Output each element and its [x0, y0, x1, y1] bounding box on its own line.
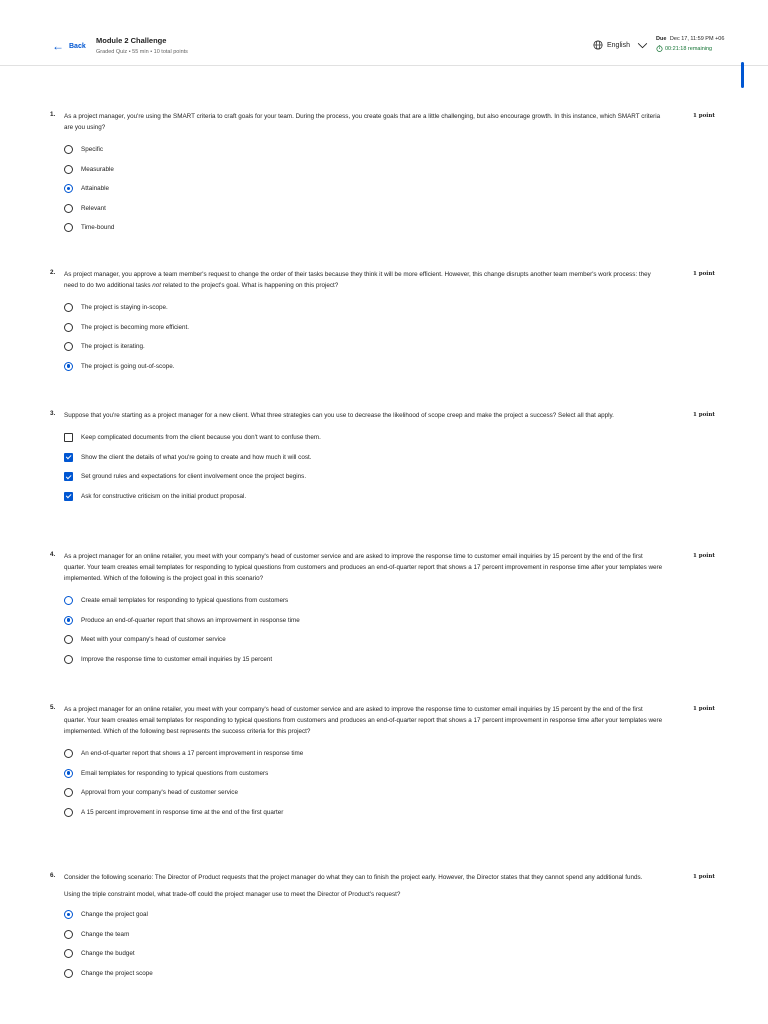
points-badge: 1 point [693, 271, 715, 277]
question-text-part: related to the project's goal. What is happening on this project? [160, 282, 339, 289]
option-label: Set ground rules and expectations for client involvement once the project begins. [81, 473, 307, 481]
answer-option[interactable] [64, 630, 720, 650]
timer-icon [656, 45, 663, 52]
quiz-title-block [96, 36, 188, 55]
answer-options [64, 905, 720, 983]
radio-button[interactable] [64, 930, 73, 939]
radio-button-selected[interactable] [64, 616, 73, 625]
answer-options [64, 428, 720, 506]
language-selector[interactable] [593, 40, 648, 50]
scroll-indicator[interactable] [741, 62, 744, 88]
question-number: 4. [50, 551, 56, 558]
radio-button[interactable] [64, 655, 73, 664]
answer-option[interactable] [64, 744, 720, 764]
question-text-emphasis: not [152, 282, 161, 289]
points-badge: 1 point [693, 412, 715, 418]
option-label: Email templates for responding to typical questions from customers [81, 769, 269, 777]
due-date-line [656, 36, 724, 42]
points-badge: 1 point [693, 706, 715, 712]
question-text: As a project manager for an online retailer, you meet with your company's head of customer service and are asked to improve the response time to customer email inquiries by 15 percent by the end of the first quarter. Your team creates email templates for responding to typical questions from customers and produces an end-of-quarter report that shows a 17 percent improvement in response time after your templates were implemented. Which of the following best represents the success criteria for this project? [64, 706, 663, 735]
option-label: The project is becoming more efficient. [81, 323, 190, 331]
time-remaining [656, 45, 724, 52]
answer-option[interactable] [64, 944, 720, 964]
radio-button[interactable] [64, 303, 73, 312]
answer-options [64, 140, 720, 238]
option-label: An end-of-quarter report that shows a 17 percent improvement in response time [81, 750, 304, 758]
option-label: Improve the response time to customer email inquiries by 15 percent [81, 655, 273, 663]
option-label: Attainable [81, 185, 110, 193]
option-label: Keep complicated documents from the client because you don't want to confuse them. [81, 434, 321, 442]
radio-button[interactable] [64, 204, 73, 213]
answer-option[interactable] [64, 783, 720, 803]
question-4 [50, 551, 720, 669]
option-label: Change the project scope [81, 969, 153, 977]
radio-button-selected[interactable] [64, 769, 73, 778]
question-prompt: Using the triple constraint model, what trade-off could the project manager use to meet the Director of Product's request? [64, 891, 401, 898]
option-label: The project is iterating. [81, 343, 145, 351]
radio-button[interactable] [64, 808, 73, 817]
option-label: A 15 percent improvement in response time at the end of the first quarter [81, 808, 284, 816]
answer-option[interactable] [64, 905, 720, 925]
points-badge: 1 point [693, 874, 715, 880]
option-label: Produce an end-of-quarter report that shows an improvement in response time [81, 616, 300, 624]
answer-option[interactable] [64, 160, 720, 180]
answer-option[interactable] [64, 591, 720, 611]
answer-option[interactable] [64, 964, 720, 984]
question-text-part: As project manager, you approve a team member's request to change the order of their tasks because they think it will be more efficient. However, this change disrupts another team member's work process: they need to do two additional tasks [64, 271, 651, 289]
option-label: Measurable [81, 165, 114, 173]
chevron-down-icon [637, 42, 648, 49]
question-text [64, 269, 664, 291]
quiz-subtitle: Graded Quiz • 55 min • 10 total points [96, 49, 188, 55]
radio-button-selected[interactable] [64, 910, 73, 919]
due-info [656, 36, 724, 52]
question-number: 3. [50, 410, 56, 417]
answer-option[interactable] [64, 357, 720, 377]
answer-options [64, 591, 720, 669]
option-label: Approval from your company's head of customer service [81, 789, 238, 797]
question-text: As a project manager, you're using the SMART criteria to craft goals for your team. During the process, you create goals that are a little challenging, but also encourage growth. In this instance, which SMART criteria are you using? [64, 113, 661, 131]
option-label: The project is staying in-scope. [81, 304, 168, 312]
answer-option[interactable] [64, 487, 720, 507]
quiz-header [0, 0, 768, 66]
radio-button[interactable] [64, 949, 73, 958]
answer-option[interactable] [64, 467, 720, 487]
radio-button[interactable] [64, 749, 73, 758]
question-number: 5. [50, 704, 56, 711]
back-button[interactable] [52, 40, 86, 52]
language-label: English [607, 41, 630, 49]
option-label: The project is going out-of-scope. [81, 362, 175, 370]
arrow-left-icon: ← [52, 39, 64, 53]
option-label: Change the project goal [81, 911, 148, 919]
radio-button[interactable] [64, 223, 73, 232]
radio-button[interactable] [64, 596, 73, 605]
checkbox-checked[interactable] [64, 472, 73, 481]
checkbox-checked[interactable] [64, 492, 73, 501]
question-number: 2. [50, 269, 56, 276]
radio-button[interactable] [64, 165, 73, 174]
question-text: Suppose that you're starting as a project manager for a new client. What three strategies can you use to decrease the likelihood of scope creep and make the project a success? Select all that apply. [64, 412, 614, 419]
answer-option[interactable] [64, 764, 720, 784]
option-label: Specific [81, 146, 104, 154]
back-label: Back [69, 42, 86, 50]
remaining-text: 00:21:18 remaining [665, 45, 713, 52]
answer-option[interactable] [64, 428, 720, 448]
option-label: Ask for constructive criticism on the initial product proposal. [81, 492, 247, 500]
question-text: As a project manager for an online retailer, you meet with your company's head of customer service and are asked to improve the response time to customer email inquiries by 15 percent by the end of the first quarter. Your team creates email templates for responding to typical questions from customers and produces an end-of-quarter report that shows a 17 percent improvement in response time after your templates were implemented. Which of the following is the project goal in this scenario? [64, 553, 663, 582]
answer-option[interactable] [64, 448, 720, 468]
points-badge: 1 point [693, 553, 715, 559]
answer-option[interactable] [64, 140, 720, 160]
question-text: Consider the following scenario: The Director of Product requests that the project manager do what they can to finish the project early. However, the Director states that they cannot spend any additional funds. [64, 874, 643, 881]
option-label: Show the client the details of what you're going to create and how much it will cost. [81, 453, 312, 461]
answer-option[interactable] [64, 611, 720, 631]
option-label: Create email templates for responding to typical questions from customers [81, 597, 289, 605]
radio-button[interactable] [64, 969, 73, 978]
answer-option[interactable] [64, 199, 720, 219]
checkbox[interactable] [64, 433, 73, 442]
answer-option[interactable] [64, 803, 720, 823]
radio-button[interactable] [64, 788, 73, 797]
answer-option[interactable] [64, 298, 720, 318]
question-1 [50, 111, 720, 238]
question-6 [50, 872, 720, 983]
answer-option[interactable] [64, 337, 720, 357]
radio-button[interactable] [64, 342, 73, 351]
points-badge: 1 point [693, 113, 715, 119]
answer-options [64, 298, 720, 376]
option-label: Meet with your company's head of customer service [81, 636, 226, 644]
question-number: 1. [50, 111, 56, 118]
due-date: Dec 17, 11:59 PM +06 [669, 36, 725, 42]
answer-option[interactable] [64, 650, 720, 670]
radio-button[interactable] [64, 635, 73, 644]
option-label: Time-bound [81, 224, 115, 232]
answer-option[interactable] [64, 318, 720, 338]
option-label: Change the team [81, 930, 130, 938]
radio-button-selected[interactable] [64, 362, 73, 371]
option-label: Change the budget [81, 950, 135, 958]
page-title: Module 2 Challenge [96, 36, 167, 45]
answer-option[interactable] [64, 179, 720, 199]
radio-button[interactable] [64, 145, 73, 154]
answer-option[interactable] [64, 925, 720, 945]
globe-icon [593, 40, 603, 50]
question-5 [50, 704, 720, 822]
radio-button[interactable] [64, 323, 73, 332]
question-3 [50, 410, 720, 506]
radio-button-selected[interactable] [64, 184, 73, 193]
due-label: Due [656, 36, 667, 42]
option-label: Relevant [81, 204, 106, 212]
checkbox-checked[interactable] [64, 453, 73, 462]
answer-option[interactable] [64, 218, 720, 238]
answer-options [64, 744, 720, 822]
question-number: 6. [50, 872, 56, 879]
question-2 [50, 269, 720, 376]
